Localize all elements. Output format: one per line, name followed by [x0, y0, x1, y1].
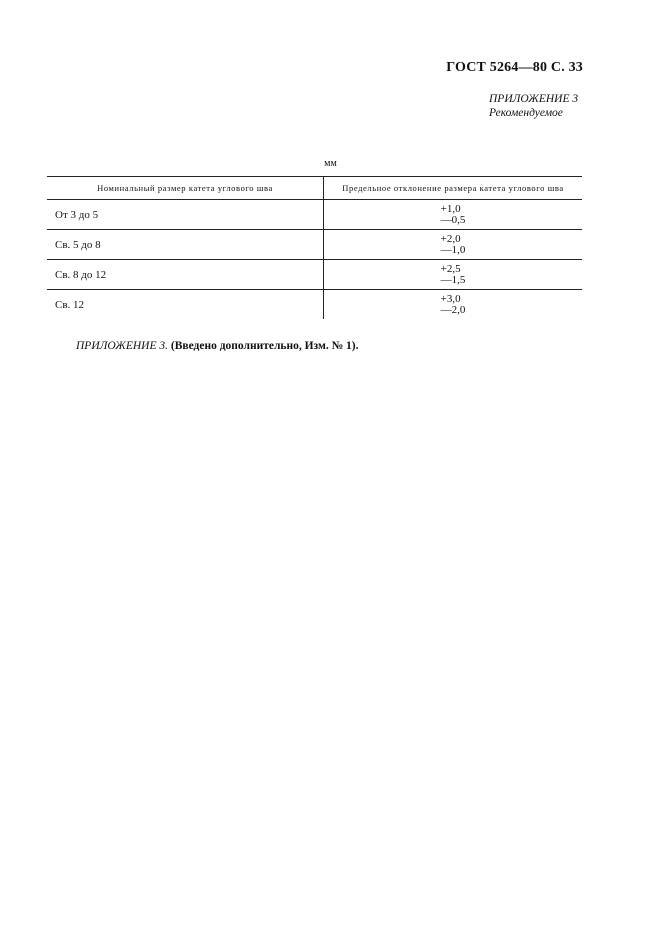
- size-cell: Св. 12: [47, 290, 324, 320]
- table-row: [47, 200, 582, 230]
- appendix-subtitle: Рекомендуемое: [489, 107, 563, 119]
- lower-deviation: —2,0: [440, 303, 466, 316]
- amendment-note: [76, 340, 358, 352]
- appendix-label: [489, 92, 578, 120]
- lower-deviation: —0,5: [440, 213, 466, 226]
- table-row: [47, 260, 582, 290]
- tolerance-table: [47, 176, 582, 319]
- deviation-cell: [324, 200, 583, 230]
- upper-deviation: +1,0: [440, 202, 461, 215]
- note-label: ПРИЛОЖЕНИЕ 3.: [76, 340, 168, 352]
- appendix-title: ПРИЛОЖЕНИЕ 3: [489, 93, 579, 105]
- lower-deviation: —1,0: [440, 243, 466, 256]
- upper-deviation: +2,0: [440, 232, 461, 245]
- deviation-cell: [324, 290, 583, 320]
- table-row: [47, 230, 582, 260]
- deviation-cell: [324, 230, 583, 260]
- column-header-deviation: Предельное отклонение размера катета углового шва: [324, 177, 583, 200]
- note-text: (Введено дополнительно, Изм. № 1).: [170, 340, 359, 352]
- table-unit: мм: [324, 158, 337, 169]
- page-header: ГОСТ 5264—80 С. 33: [446, 60, 583, 75]
- deviation-cell: [324, 260, 583, 290]
- upper-deviation: +3,0: [440, 292, 461, 305]
- size-cell: От 3 до 5: [47, 200, 324, 230]
- table-row: [47, 290, 582, 320]
- size-cell: Св. 5 до 8: [47, 230, 324, 260]
- upper-deviation: +2,5: [440, 262, 461, 275]
- size-cell: Св. 8 до 12: [47, 260, 324, 290]
- table-header-row: [47, 177, 582, 200]
- lower-deviation: —1,5: [440, 273, 466, 286]
- column-header-size: Номинальный размер катета углового шва: [47, 177, 324, 200]
